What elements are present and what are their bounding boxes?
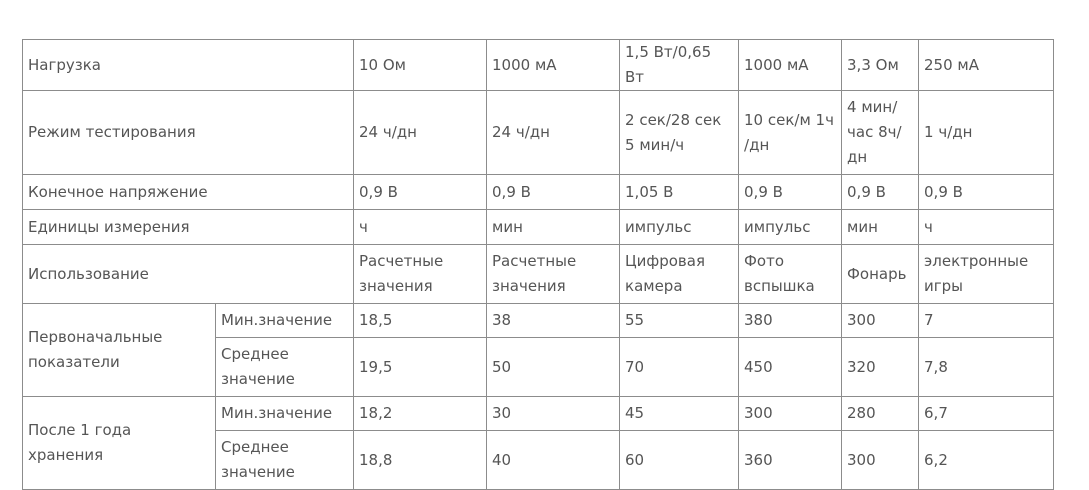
table-cell: импульс [620, 210, 739, 245]
table-row [23, 397, 1054, 431]
table-cell: 0,9 В [354, 175, 487, 210]
table-cell: 320 [842, 338, 919, 397]
table-cell: электронные игры [919, 245, 1054, 304]
table-cell: 0,9 В [487, 175, 620, 210]
row-label-end-voltage: Конечное напряжение [23, 175, 354, 210]
table-cell: 280 [842, 397, 919, 431]
table-cell: 250 мА [919, 40, 1054, 91]
table-cell: 7 [919, 304, 1054, 338]
table-row [23, 245, 1054, 304]
table-cell: 3,3 Ом [842, 40, 919, 91]
table-cell: 1,05 В [620, 175, 739, 210]
table-cell: 6,2 [919, 431, 1054, 490]
table-cell: 18,5 [354, 304, 487, 338]
table-cell: 4 мин/ час 8ч/дн [842, 91, 919, 175]
subrow-label: Среднее значение [216, 431, 354, 490]
table-cell: 380 [739, 304, 842, 338]
table-cell: 1 ч/дн [919, 91, 1054, 175]
table-cell: 19,5 [354, 338, 487, 397]
table-cell: 360 [739, 431, 842, 490]
table-cell: Фото вспышка [739, 245, 842, 304]
table-cell: 0,9 В [842, 175, 919, 210]
table-row [23, 175, 1054, 210]
table-cell: ч [919, 210, 1054, 245]
table-row [23, 40, 1054, 91]
table-cell: 300 [842, 304, 919, 338]
table-cell: мин [487, 210, 620, 245]
row-label-test-mode: Режим тестирования [23, 91, 354, 175]
table-cell: 55 [620, 304, 739, 338]
subrow-label: Мин.значение [216, 397, 354, 431]
table-cell: 18,8 [354, 431, 487, 490]
table-cell: 1000 мА [739, 40, 842, 91]
table-cell: 38 [487, 304, 620, 338]
table-cell: Фонарь [842, 245, 919, 304]
table-cell: 24 ч/дн [354, 91, 487, 175]
table-cell: 300 [842, 431, 919, 490]
table-cell: 0,9 В [739, 175, 842, 210]
row-label-units: Единицы измерения [23, 210, 354, 245]
row-label-usage: Использование [23, 245, 354, 304]
row-label-load: Нагрузка [23, 40, 354, 91]
table-cell: ч [354, 210, 487, 245]
table-cell: 6,7 [919, 397, 1054, 431]
group-label-initial: Первоначальные показатели [23, 304, 216, 397]
table-cell: 10 Ом [354, 40, 487, 91]
table-cell: импульс [739, 210, 842, 245]
table-cell: 24 ч/дн [487, 91, 620, 175]
table-cell: Цифровая камера [620, 245, 739, 304]
table-cell: 50 [487, 338, 620, 397]
table-row [23, 91, 1054, 175]
table-cell: 45 [620, 397, 739, 431]
table-cell: 40 [487, 431, 620, 490]
table-cell: 1000 мА [487, 40, 620, 91]
table-row [23, 304, 1054, 338]
group-label-after-storage: После 1 года хранения [23, 397, 216, 490]
table-cell: Расчетные значения [487, 245, 620, 304]
table-cell: 1,5 Вт/0,65 Вт [620, 40, 739, 91]
table-cell: 10 сек/м 1ч /дн [739, 91, 842, 175]
table-cell: 2 сек/28 сек 5 мин/ч [620, 91, 739, 175]
table-cell: 70 [620, 338, 739, 397]
table-cell: 300 [739, 397, 842, 431]
table-cell: 7,8 [919, 338, 1054, 397]
table-cell: мин [842, 210, 919, 245]
table-cell: 0,9 В [919, 175, 1054, 210]
table-cell: 18,2 [354, 397, 487, 431]
table-cell: 450 [739, 338, 842, 397]
battery-spec-table [22, 39, 1054, 490]
subrow-label: Мин.значение [216, 304, 354, 338]
table-row [23, 210, 1054, 245]
table-cell: 60 [620, 431, 739, 490]
table-cell: 30 [487, 397, 620, 431]
subrow-label: Среднее значение [216, 338, 354, 397]
table-cell: Расчетные значения [354, 245, 487, 304]
